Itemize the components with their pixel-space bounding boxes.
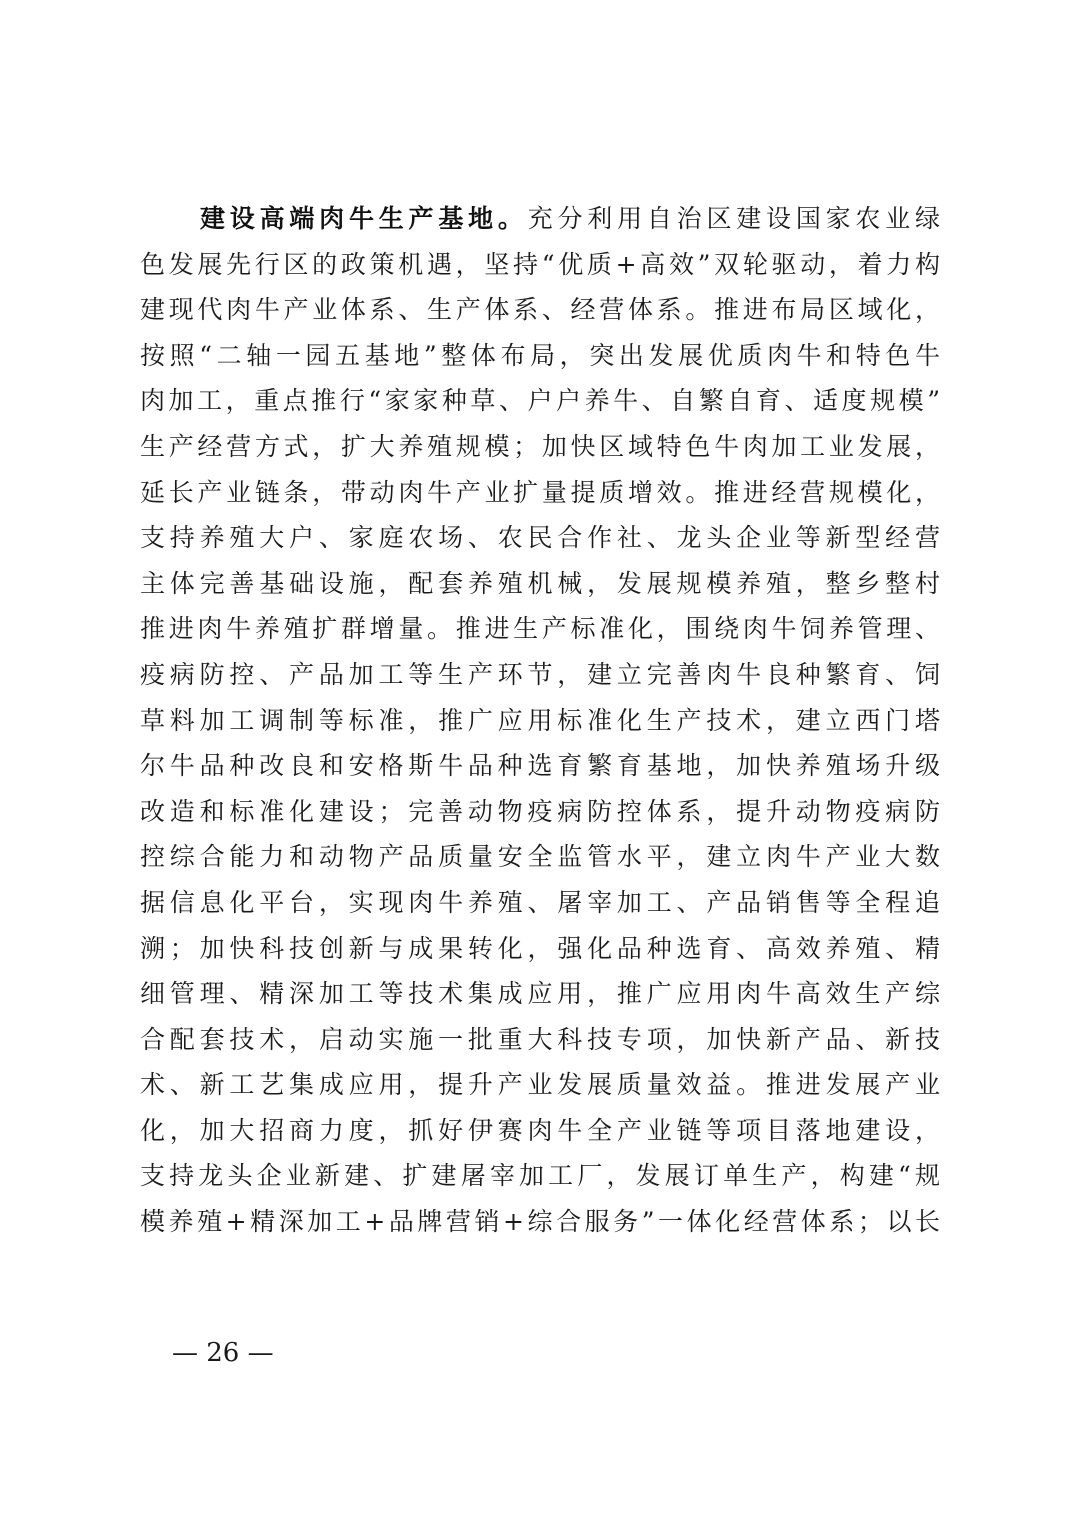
paragraph-line: 改造和标准化建设；完善动物疫病防控体系，提升动物疫病防 xyxy=(140,796,940,826)
paragraph-line: 尔牛品种改良和安格斯牛品种选育繁育基地，加快养殖场升级 xyxy=(140,751,940,781)
paragraph-line xyxy=(140,196,940,242)
paragraph-line: 化，加大招商力度，抓好伊赛肉牛全产业链等项目落地建设， xyxy=(140,1115,940,1145)
paragraph-line: 支持龙头企业新建、扩建屠宰加工厂，发展订单生产，构建“规 xyxy=(140,1161,940,1191)
paragraph-line: 生产经营方式，扩大养殖规模；加快区域特色牛肉加工业发展， xyxy=(140,431,940,461)
paragraph-line: 合配套技术，启动实施一批重大科技专项，加快新产品、新技 xyxy=(140,1024,940,1054)
paragraph-line: 建现代肉牛产业体系、生产体系、经营体系。推进布局区域化， xyxy=(140,295,940,325)
paragraph-line: 草料加工调制等标准，推广应用标准化生产技术，建立西门塔 xyxy=(140,705,940,735)
paragraph-line: 支持养殖大户、家庭农场、农民合作社、龙头企业等新型经营 xyxy=(140,523,940,553)
lead-heading: 建设高端肉牛生产基地。 xyxy=(200,204,528,233)
paragraph-line: 疫病防控、产品加工等生产环节，建立完善肉牛良种繁育、饲 xyxy=(140,659,940,689)
paragraph-line: 术、新工艺集成应用，提升产业发展质量效益。推进发展产业 xyxy=(140,1070,940,1100)
paragraph-line-text: 充分利用自治区建设国家农业绿 xyxy=(527,204,940,233)
paragraph-line: 主体完善基础设施，配套养殖机械，发展规模养殖，整乡整村 xyxy=(140,568,940,598)
paragraph-line: 按照“二轴一园五基地”整体布局，突出发展优质肉牛和特色牛 xyxy=(140,340,940,370)
paragraph-line: 细管理、精深加工等技术集成应用，推广应用肉牛高效生产综 xyxy=(140,979,940,1009)
paragraph-line: 控综合能力和动物产品质量安全监管水平，建立肉牛产业大数 xyxy=(140,842,940,872)
paragraph-line: 据信息化平台，实现肉牛养殖、屠宰加工、产品销售等全程追 xyxy=(140,887,940,917)
paragraph-line: 推进肉牛养殖扩群增量。推进生产标准化，围绕肉牛饲养管理、 xyxy=(140,614,940,644)
paragraph-line: 延长产业链条，带动肉牛产业扩量提质增效。推进经营规模化， xyxy=(140,477,940,507)
page-number: — 26 — xyxy=(172,1338,274,1368)
paragraph-line: 溯；加快科技创新与成果转化，强化品种选育、高效养殖、精 xyxy=(140,933,940,963)
body-paragraph xyxy=(140,196,940,1245)
paragraph-line: 色发展先行区的政策机遇，坚持“优质+高效”双轮驱动，着力构 xyxy=(140,249,940,279)
paragraph-line: 模养殖+精深加工+品牌营销+综合服务”一体化经营体系；以长 xyxy=(140,1207,940,1237)
paragraph-line: 肉加工，重点推行“家家种草、户户养牛、自繁自育、适度规模” xyxy=(140,386,940,416)
